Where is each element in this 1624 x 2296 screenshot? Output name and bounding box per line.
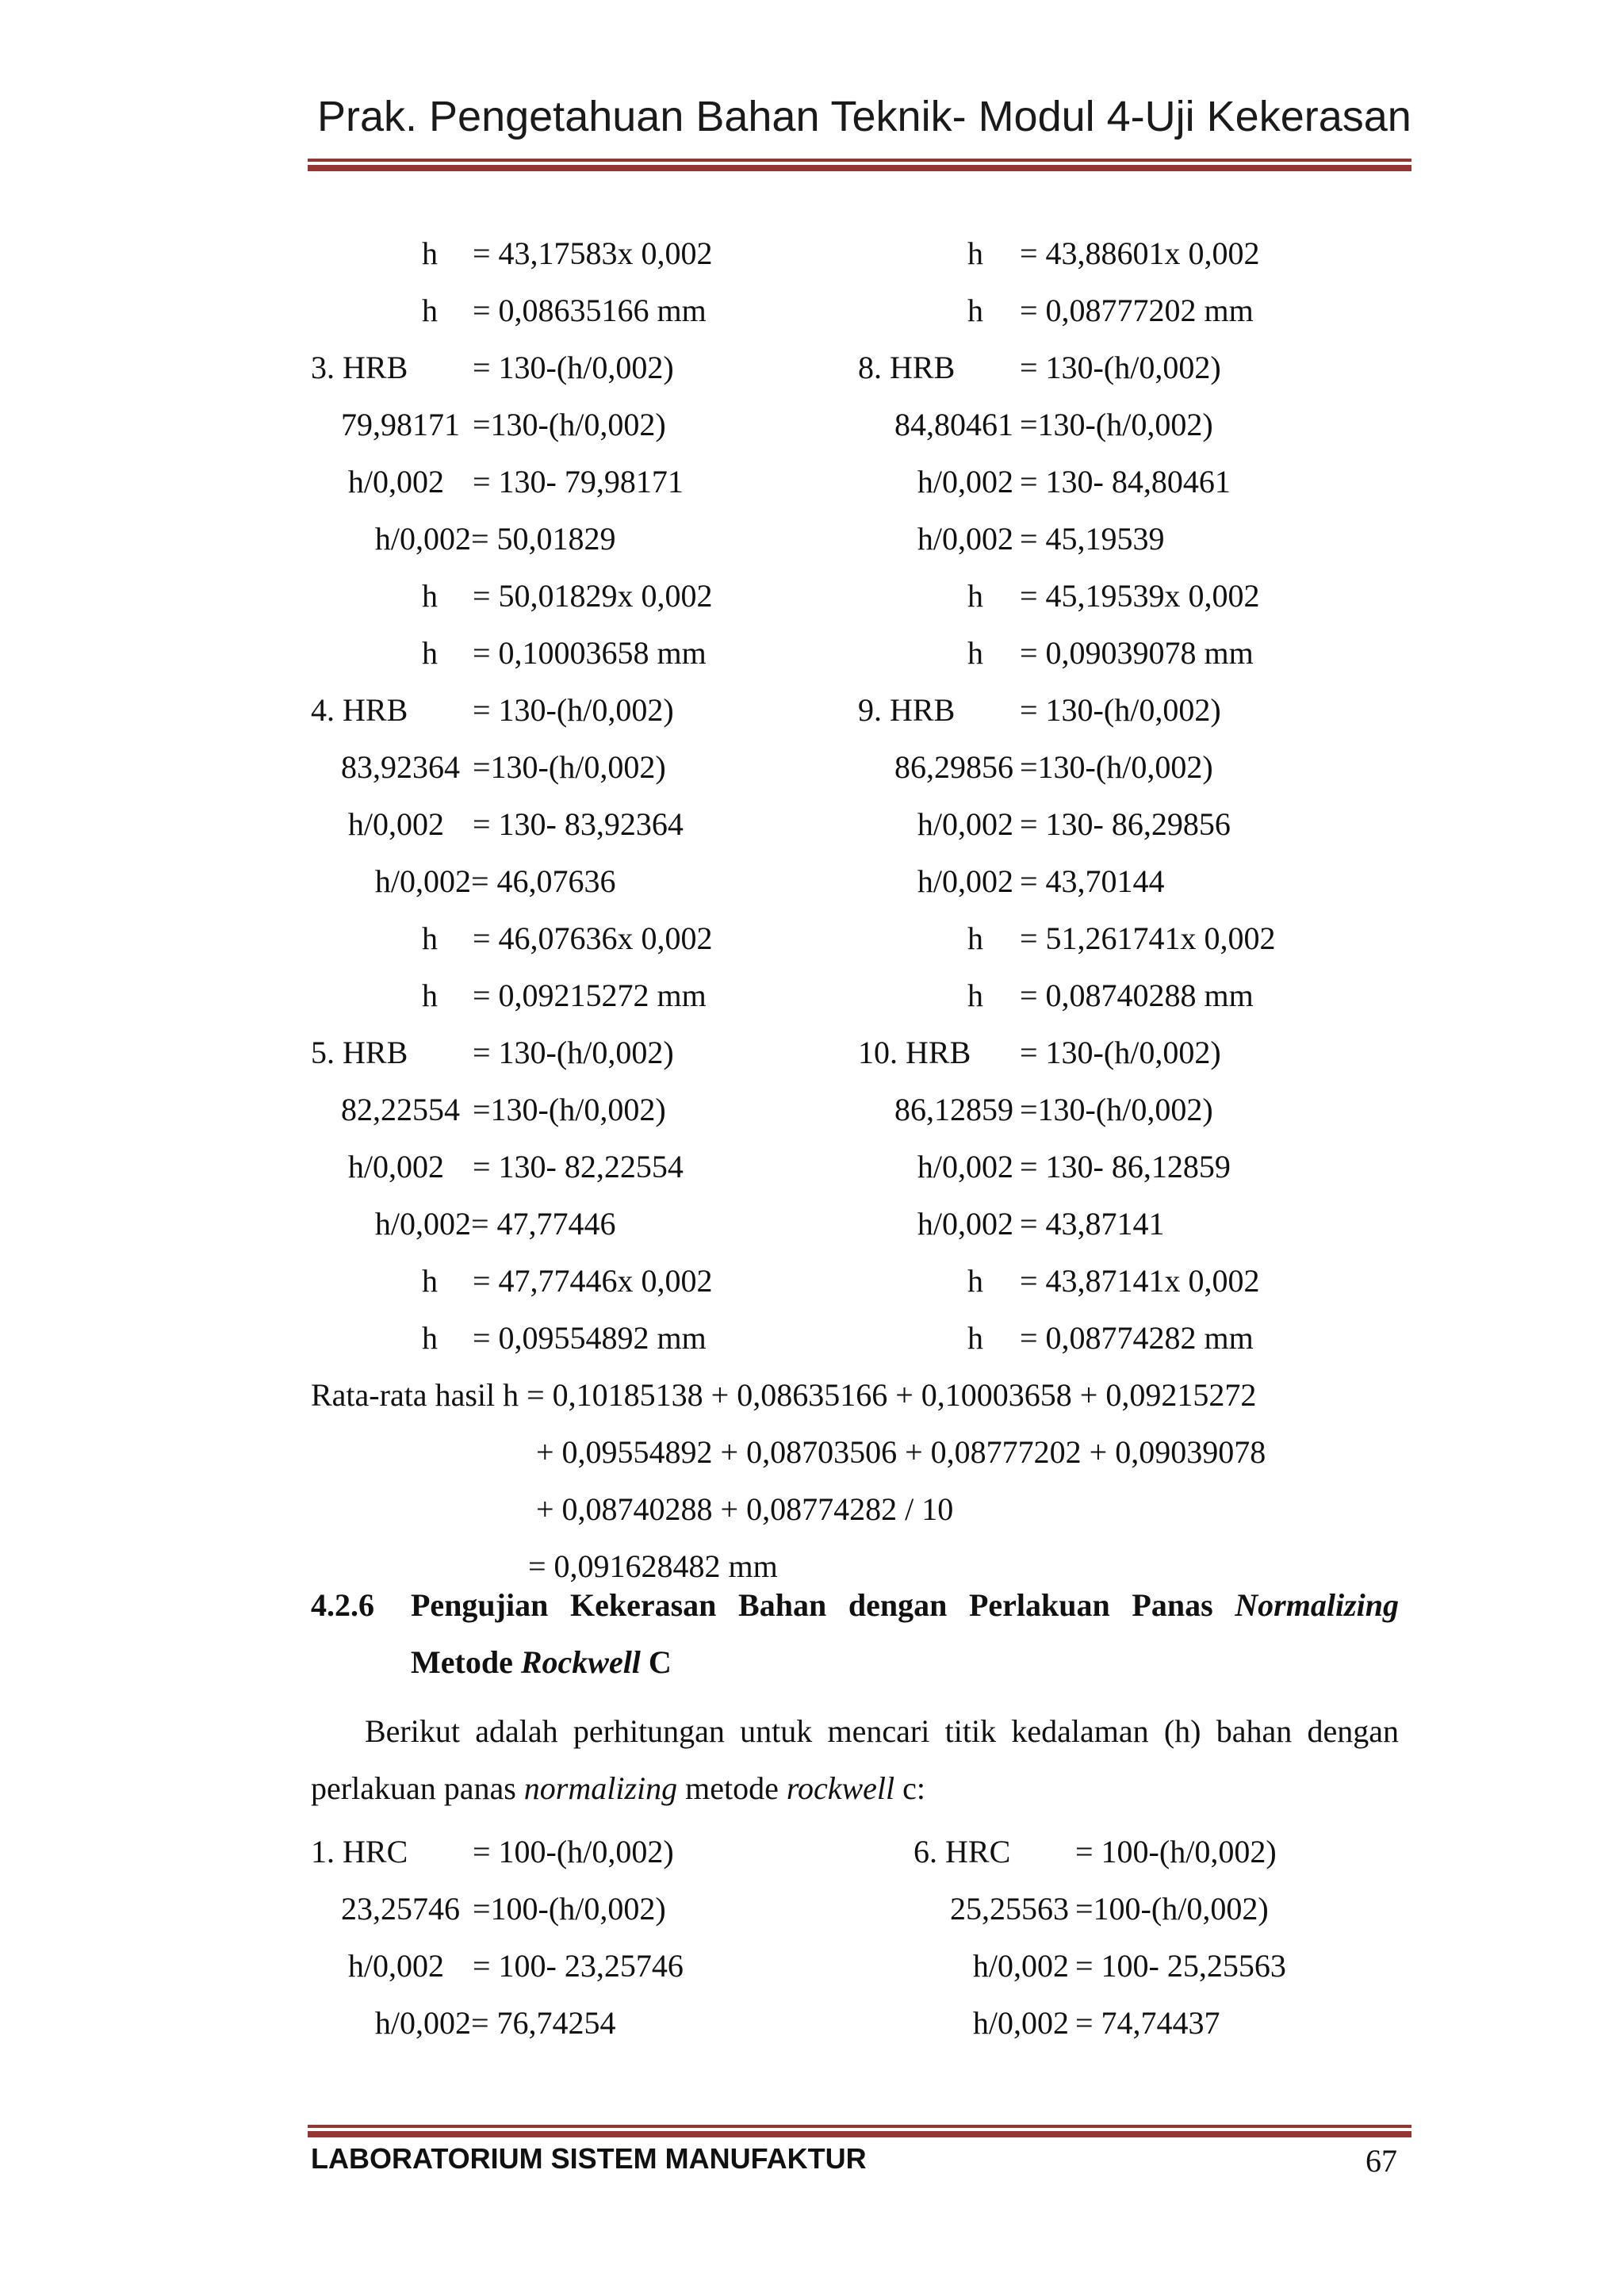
footer-lab-name: LABORATORIUM SISTEM MANUFAKTUR — [311, 2142, 867, 2175]
left-label: 3. HRB — [311, 350, 408, 385]
right-value: = 130- 86,29856 — [1020, 806, 1231, 842]
right-value: = 43,88601x 0,002 — [1020, 235, 1260, 271]
left-value: = 100-(h/0,002) — [473, 1834, 674, 1869]
left-label: h/0,002 — [374, 521, 471, 557]
left-value: =130-(h/0,002) — [473, 749, 666, 785]
left-label: 5. HRB — [311, 1035, 408, 1070]
left-value: = 0,09215272 mm — [473, 978, 707, 1013]
left-label: h — [422, 578, 438, 614]
right-value: = 130-(h/0,002) — [1020, 1035, 1221, 1070]
right-value: =130-(h/0,002) — [1020, 749, 1213, 785]
left-value: =130-(h/0,002) — [473, 1092, 666, 1127]
right-value: = 0,09039078 mm — [1020, 635, 1254, 671]
intro-text-end: c: — [902, 1770, 925, 1806]
left-label: h — [422, 293, 438, 328]
right-label: h/0,002 — [917, 464, 1013, 499]
section-title-line-1 — [411, 1586, 1399, 1624]
header-rule-thick — [308, 165, 1411, 171]
right-value: = 100-(h/0,002) — [1075, 1834, 1277, 1869]
left-value: =130-(h/0,002) — [473, 407, 666, 442]
left-label: h — [422, 1263, 438, 1299]
right-value: = 0,08774282 mm — [1020, 1320, 1254, 1356]
right-value: = 0,08777202 mm — [1020, 293, 1254, 328]
right-value: =130-(h/0,002) — [1020, 1092, 1213, 1127]
left-value: = 76,74254 — [471, 2005, 616, 2041]
left-label: h/0,002 — [374, 2005, 471, 2041]
right-label: h — [967, 293, 983, 328]
left-label: h/0,002 — [374, 863, 471, 899]
left-label: 79,98171 — [341, 407, 460, 442]
left-label: h/0,002 — [347, 1149, 444, 1184]
right-label: 9. HRB — [858, 692, 956, 728]
left-value: = 46,07636 — [471, 863, 616, 899]
intro-paragraph — [311, 1703, 1399, 1817]
right-value: = 130- 84,80461 — [1020, 464, 1231, 499]
left-value: = 0,08635166 mm — [473, 293, 707, 328]
left-value: = 130-(h/0,002) — [473, 1035, 674, 1070]
right-value: =100-(h/0,002) — [1075, 1891, 1269, 1927]
intro-italic-rockwell: rockwell — [786, 1770, 895, 1806]
left-value: = 130- 79,98171 — [473, 464, 684, 499]
left-value: = 0,09554892 mm — [473, 1320, 707, 1356]
left-value: = 43,17583x 0,002 — [473, 235, 713, 271]
left-value: = 130-(h/0,002) — [473, 692, 674, 728]
left-label: h/0,002 — [374, 1206, 471, 1242]
average-line-2: + 0,09554892 + 0,08703506 + 0,08777202 + 0,09039078 — [536, 1434, 1266, 1470]
right-label: 8. HRB — [858, 350, 956, 385]
right-value: = 130-(h/0,002) — [1020, 350, 1221, 385]
right-label: h — [967, 920, 983, 956]
left-value: = 47,77446 — [471, 1206, 616, 1242]
left-value: = 47,77446x 0,002 — [473, 1263, 713, 1299]
right-value: = 45,19539x 0,002 — [1020, 578, 1260, 614]
left-label: h — [422, 1320, 438, 1356]
left-value: = 130-(h/0,002) — [473, 350, 674, 385]
left-value: = 46,07636x 0,002 — [473, 920, 713, 956]
right-label: h/0,002 — [917, 806, 1013, 842]
section-title-c: C — [648, 1644, 672, 1680]
right-label: h/0,002 — [917, 1149, 1013, 1184]
footer-rule-thick — [308, 2131, 1411, 2137]
intro-italic-normalizing: normalizing — [523, 1770, 678, 1806]
right-label: h — [967, 235, 983, 271]
left-value: = 100- 23,25746 — [473, 1948, 684, 1984]
right-label: h/0,002 — [972, 1948, 1069, 1984]
right-label: 86,12859 — [894, 1092, 1013, 1127]
left-value: = 130- 83,92364 — [473, 806, 684, 842]
right-value: = 0,08740288 mm — [1020, 978, 1254, 1013]
right-label: h — [967, 578, 983, 614]
right-value: = 51,261741x 0,002 — [1020, 920, 1276, 956]
right-label: 84,80461 — [894, 407, 1013, 442]
right-value: = 100- 25,25563 — [1075, 1948, 1286, 1984]
left-label: 82,22554 — [341, 1092, 460, 1127]
left-label: h — [422, 920, 438, 956]
average-line-3: + 0,08740288 + 0,08774282 / 10 — [536, 1491, 954, 1527]
right-value: = 45,19539 — [1020, 521, 1165, 557]
average-result: = 0,091628482 mm — [528, 1548, 778, 1584]
left-label: h/0,002 — [347, 806, 444, 842]
right-value: = 74,74437 — [1075, 2005, 1220, 2041]
left-value: = 50,01829 — [471, 521, 616, 557]
right-value: = 130-(h/0,002) — [1020, 692, 1221, 728]
left-value: =100-(h/0,002) — [473, 1891, 666, 1927]
header-rule-thin — [308, 159, 1411, 162]
left-label: h — [422, 235, 438, 271]
intro-text-metode: metode — [685, 1770, 779, 1806]
right-label: h — [967, 978, 983, 1013]
section-title-metode: Metode — [411, 1644, 513, 1680]
left-value: = 50,01829x 0,002 — [473, 578, 713, 614]
left-value: = 130- 82,22554 — [473, 1149, 684, 1184]
left-label: 83,92364 — [341, 749, 460, 785]
right-label: 6. HRC — [914, 1834, 1011, 1869]
right-label: 25,25563 — [950, 1891, 1069, 1927]
section-title-italic: Normalizing — [1235, 1587, 1400, 1623]
right-label: h/0,002 — [917, 521, 1013, 557]
header-title: Prak. Pengetahuan Bahan Teknik- Modul 4-Uji Kekerasan — [317, 93, 1411, 140]
right-label: h/0,002 — [972, 2005, 1069, 2041]
left-label: h/0,002 — [347, 464, 444, 499]
right-label: h/0,002 — [917, 863, 1013, 899]
left-label: 23,25746 — [341, 1891, 460, 1927]
right-label: h — [967, 1320, 983, 1356]
right-label: 86,29856 — [894, 749, 1013, 785]
left-label: h — [422, 978, 438, 1013]
section-title-text: Pengujian Kekerasan Bahan dengan Perlakuan Panas — [411, 1587, 1213, 1623]
right-value: = 43,70144 — [1020, 863, 1165, 899]
right-value: = 43,87141x 0,002 — [1020, 1263, 1260, 1299]
right-value: = 43,87141 — [1020, 1206, 1165, 1242]
section-number: 4.2.6 — [311, 1587, 374, 1623]
left-label: 1. HRC — [311, 1834, 408, 1869]
left-label: 4. HRB — [311, 692, 408, 728]
left-label: h — [422, 635, 438, 671]
right-label: h — [967, 635, 983, 671]
right-label: h — [967, 1263, 983, 1299]
left-label: h/0,002 — [347, 1948, 444, 1984]
page-number: 67 — [1365, 2143, 1397, 2179]
section-title-rockwell: Rockwell — [520, 1644, 641, 1680]
right-label: 10. HRB — [858, 1035, 971, 1070]
intro-text-1: Berikut adalah perhitungan untuk mencari titik kedalaman (h) bahan dengan perlakuan panas — [311, 1713, 1399, 1806]
right-label: h/0,002 — [917, 1206, 1013, 1242]
right-value: = 130- 86,12859 — [1020, 1149, 1231, 1184]
left-value: = 0,10003658 mm — [473, 635, 707, 671]
average-line-1: Rata-rata hasil h = 0,10185138 + 0,08635166 + 0,10003658 + 0,09215272 — [311, 1377, 1257, 1413]
footer-rule-thin — [308, 2125, 1411, 2128]
right-value: =130-(h/0,002) — [1020, 407, 1213, 442]
section-title-line-2 — [411, 1644, 672, 1681]
